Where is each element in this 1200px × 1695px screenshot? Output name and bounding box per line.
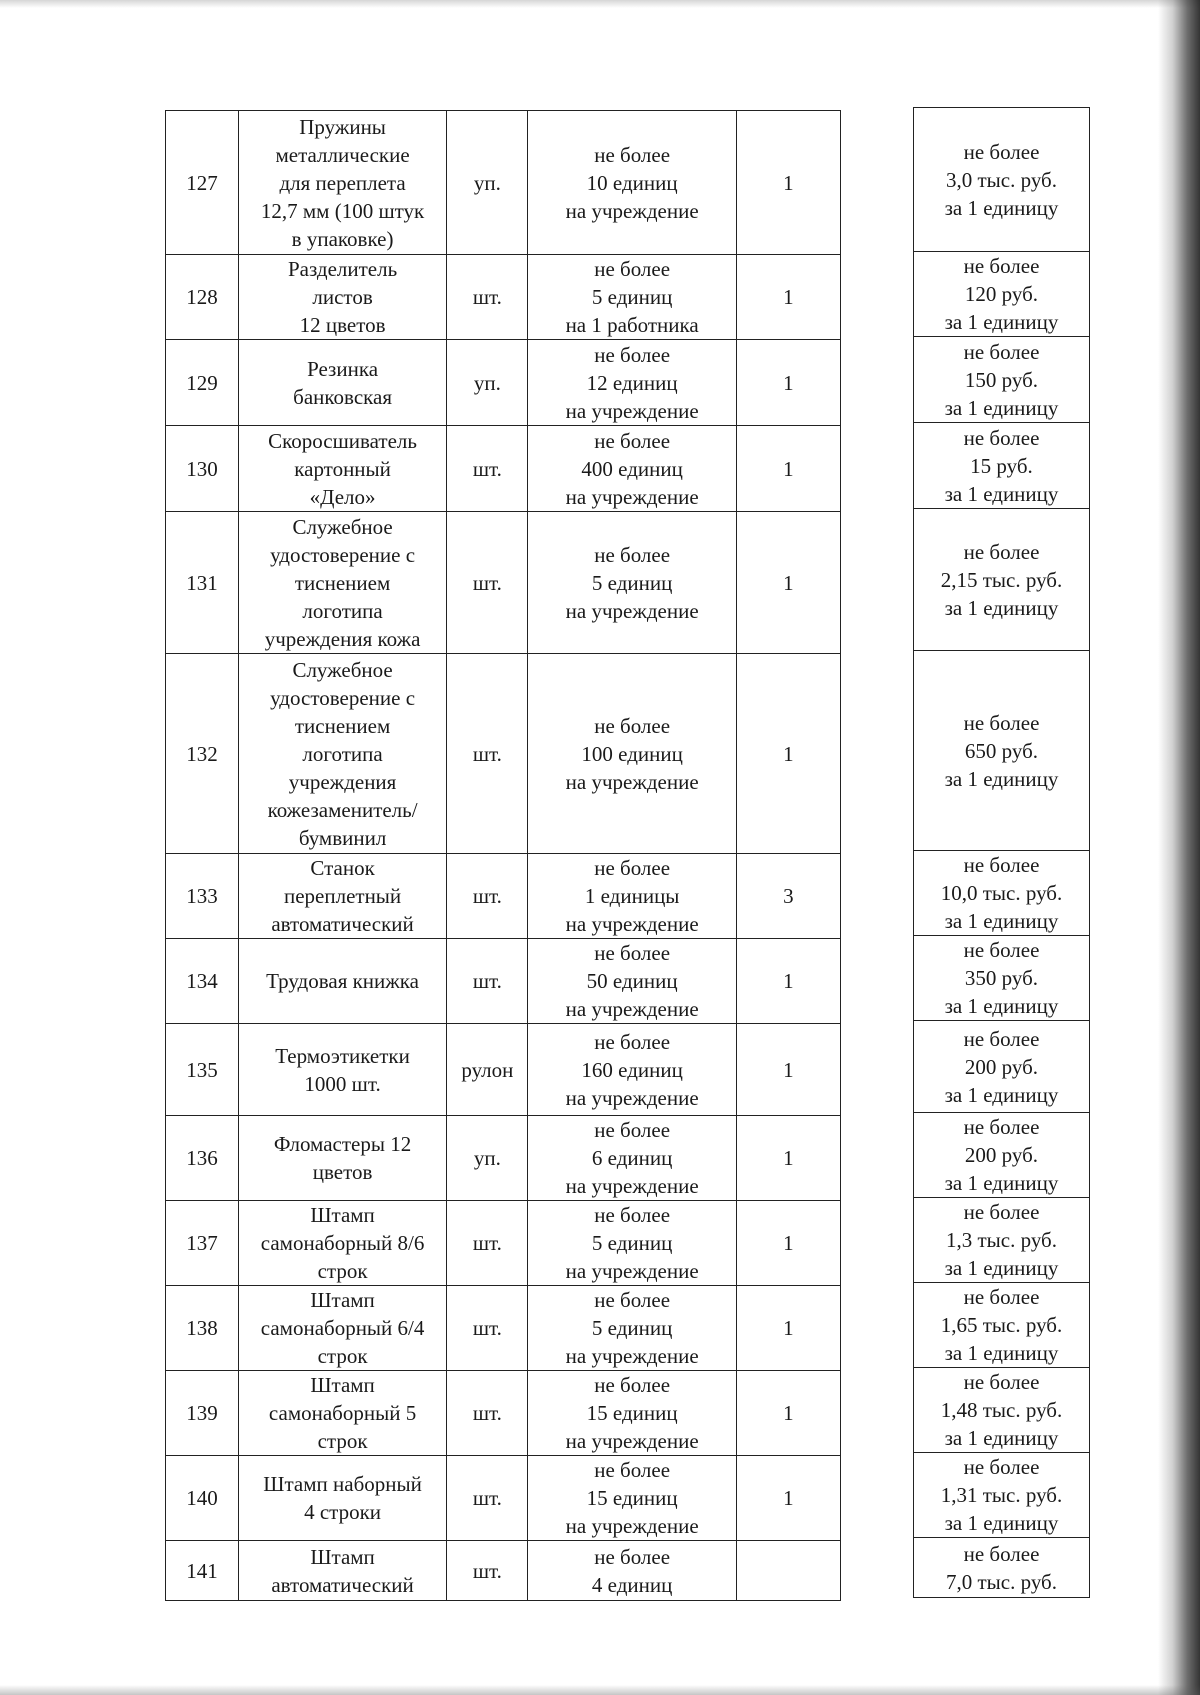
quantity-limit-cell: не более 12 единиц на учреждение: [528, 340, 736, 426]
unit-of-measure-cell: уп.: [447, 111, 528, 255]
category-cell: 1: [736, 512, 840, 654]
category-cell: 1: [736, 939, 840, 1024]
item-name-cell: Штамп самонаборный 5 строк: [238, 1371, 446, 1456]
unit-of-measure-cell: уп.: [447, 1116, 528, 1201]
category-cell: 1: [736, 1456, 840, 1541]
row-number-cell: 127: [166, 111, 239, 255]
price-row: [914, 936, 1090, 1021]
price-limit-cell: не более 200 руб. за 1 единицу: [914, 1113, 1090, 1198]
row-number-cell: 140: [166, 1456, 239, 1541]
quantity-limit-cell: не более 6 единиц на учреждение: [528, 1116, 736, 1201]
quantity-limit-cell: не более 5 единиц на 1 работника: [528, 255, 736, 340]
category-cell: 1: [736, 1201, 840, 1286]
table-row: [166, 255, 841, 340]
unit-of-measure-cell: шт.: [447, 1286, 528, 1371]
table-row: [166, 1116, 841, 1201]
price-limit-cell: не более 2,15 тыс. руб. за 1 единицу: [914, 509, 1090, 651]
price-limit-cell: не более 150 руб. за 1 единицу: [914, 337, 1090, 423]
table-row: [166, 111, 841, 255]
item-name-cell: Штамп наборный 4 строки: [238, 1456, 446, 1541]
category-cell: 1: [736, 654, 840, 854]
category-cell: 3: [736, 854, 840, 939]
quantity-limit-cell: не более 5 единиц на учреждение: [528, 1201, 736, 1286]
quantity-limit-cell: не более 15 единиц на учреждение: [528, 1456, 736, 1541]
unit-of-measure-cell: шт.: [447, 1371, 528, 1456]
category-cell: 1: [736, 1116, 840, 1201]
price-limit-cell: не более 7,0 тыс. руб.: [914, 1538, 1090, 1598]
table-row: [166, 854, 841, 939]
item-name-cell: Штамп автоматический: [238, 1541, 446, 1601]
table-row: [166, 1286, 841, 1371]
unit-of-measure-cell: шт.: [447, 1541, 528, 1601]
category-cell: 1: [736, 111, 840, 255]
scan-shadow-top: [0, 0, 1200, 8]
price-row: [914, 1283, 1090, 1368]
norms-table-body: [166, 111, 841, 1601]
price-row: [914, 509, 1090, 651]
price-row: [914, 1453, 1090, 1538]
price-row: [914, 1538, 1090, 1598]
row-number-cell: 132: [166, 654, 239, 854]
item-name-cell: Штамп самонаборный 6/4 строк: [238, 1286, 446, 1371]
price-limit-cell: не более 1,65 тыс. руб. за 1 единицу: [914, 1283, 1090, 1368]
category-cell: 1: [736, 1024, 840, 1116]
price-row: [914, 651, 1090, 851]
price-limit-cell: не более 200 руб. за 1 единицу: [914, 1021, 1090, 1113]
quantity-limit-cell: не более 400 единиц на учреждение: [528, 426, 736, 512]
price-row: [914, 423, 1090, 509]
unit-of-measure-cell: шт.: [447, 654, 528, 854]
item-name-cell: Служебное удостоверение с тиснением логотипа учреждения кожа: [238, 512, 446, 654]
row-number-cell: 134: [166, 939, 239, 1024]
category-cell: 1: [736, 340, 840, 426]
price-table-body: [914, 108, 1090, 1598]
table-row: [166, 1541, 841, 1601]
item-name-cell: Разделитель листов 12 цветов: [238, 255, 446, 340]
price-limit-cell: не более 3,0 тыс. руб. за 1 единицу: [914, 108, 1090, 252]
category-cell: 1: [736, 1286, 840, 1371]
unit-of-measure-cell: шт.: [447, 426, 528, 512]
row-number-cell: 141: [166, 1541, 239, 1601]
quantity-limit-cell: не более 15 единиц на учреждение: [528, 1371, 736, 1456]
price-table: [913, 107, 1090, 1598]
row-number-cell: 136: [166, 1116, 239, 1201]
quantity-limit-cell: не более 50 единиц на учреждение: [528, 939, 736, 1024]
row-number-cell: 135: [166, 1024, 239, 1116]
item-name-cell: Трудовая книжка: [238, 939, 446, 1024]
price-limit-cell: не более 650 руб. за 1 единицу: [914, 651, 1090, 851]
unit-of-measure-cell: шт.: [447, 1201, 528, 1286]
category-cell: [736, 1541, 840, 1601]
row-number-cell: 130: [166, 426, 239, 512]
table-row: [166, 340, 841, 426]
category-cell: 1: [736, 426, 840, 512]
quantity-limit-cell: не более 1 единицы на учреждение: [528, 854, 736, 939]
item-name-cell: Скоросшиватель картонный «Дело»: [238, 426, 446, 512]
category-cell: 1: [736, 255, 840, 340]
unit-of-measure-cell: шт.: [447, 854, 528, 939]
unit-of-measure-cell: шт.: [447, 512, 528, 654]
scan-shadow-right: [1158, 0, 1200, 1695]
item-name-cell: Пружины металлические для переплета 12,7 мм (100 штук в упаковке): [238, 111, 446, 255]
item-name-cell: Фломастеры 12 цветов: [238, 1116, 446, 1201]
item-name-cell: Служебное удостоверение с тиснением логотипа учреждения кожезаменитель/ бумвинил: [238, 654, 446, 854]
item-name-cell: Станок переплетный автоматический: [238, 854, 446, 939]
price-limit-cell: не более 350 руб. за 1 единицу: [914, 936, 1090, 1021]
price-row: [914, 851, 1090, 936]
price-limit-cell: не более 1,31 тыс. руб. за 1 единицу: [914, 1453, 1090, 1538]
table-row: [166, 1201, 841, 1286]
price-limit-cell: не более 120 руб. за 1 единицу: [914, 252, 1090, 337]
price-limit-cell: не более 15 руб. за 1 единицу: [914, 423, 1090, 509]
unit-of-measure-cell: рулон: [447, 1024, 528, 1116]
price-row: [914, 337, 1090, 423]
row-number-cell: 128: [166, 255, 239, 340]
item-name-cell: Термоэтикетки 1000 шт.: [238, 1024, 446, 1116]
table-row: [166, 1456, 841, 1541]
item-name-cell: Штамп самонаборный 8/6 строк: [238, 1201, 446, 1286]
quantity-limit-cell: не более 10 единиц на учреждение: [528, 111, 736, 255]
price-row: [914, 108, 1090, 252]
row-number-cell: 133: [166, 854, 239, 939]
price-row: [914, 1368, 1090, 1453]
row-number-cell: 139: [166, 1371, 239, 1456]
price-row: [914, 1113, 1090, 1198]
price-row: [914, 1021, 1090, 1113]
table-row: [166, 1024, 841, 1116]
scan-shadow-bottom: [0, 1685, 1200, 1695]
price-limit-cell: не более 1,48 тыс. руб. за 1 единицу: [914, 1368, 1090, 1453]
price-limit-cell: не более 10,0 тыс. руб. за 1 единицу: [914, 851, 1090, 936]
category-cell: 1: [736, 1371, 840, 1456]
unit-of-measure-cell: шт.: [447, 1456, 528, 1541]
price-limit-cell: не более 1,3 тыс. руб. за 1 единицу: [914, 1198, 1090, 1283]
quantity-limit-cell: не более 5 единиц на учреждение: [528, 512, 736, 654]
price-row: [914, 1198, 1090, 1283]
table-row: [166, 512, 841, 654]
unit-of-measure-cell: шт.: [447, 255, 528, 340]
norms-table: [165, 110, 841, 1601]
quantity-limit-cell: не более 4 единиц: [528, 1541, 736, 1601]
quantity-limit-cell: не более 5 единиц на учреждение: [528, 1286, 736, 1371]
row-number-cell: 131: [166, 512, 239, 654]
unit-of-measure-cell: уп.: [447, 340, 528, 426]
table-row: [166, 939, 841, 1024]
quantity-limit-cell: не более 160 единиц на учреждение: [528, 1024, 736, 1116]
table-row: [166, 1371, 841, 1456]
item-name-cell: Резинка банковская: [238, 340, 446, 426]
table-row: [166, 426, 841, 512]
unit-of-measure-cell: шт.: [447, 939, 528, 1024]
table-row: [166, 654, 841, 854]
price-row: [914, 252, 1090, 337]
row-number-cell: 129: [166, 340, 239, 426]
quantity-limit-cell: не более 100 единиц на учреждение: [528, 654, 736, 854]
row-number-cell: 137: [166, 1201, 239, 1286]
row-number-cell: 138: [166, 1286, 239, 1371]
